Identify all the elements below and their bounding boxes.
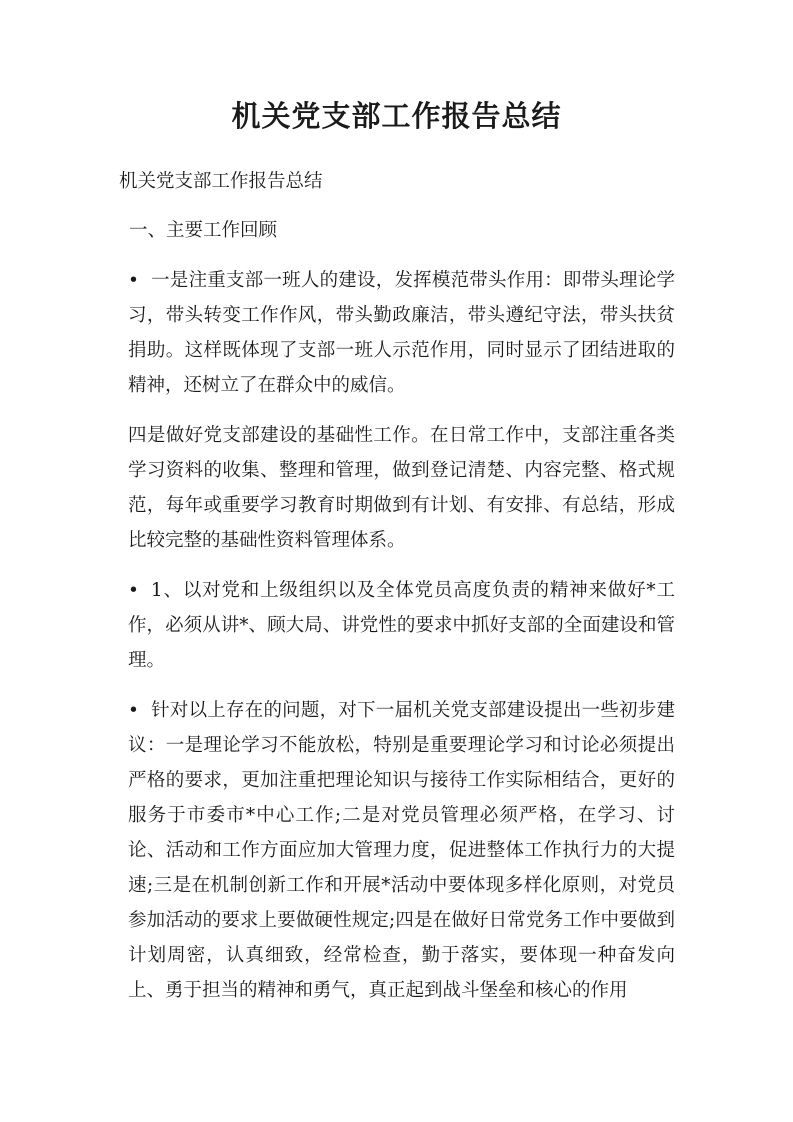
paragraph-4 [119,693,675,1008]
document-body [119,164,675,1023]
document-subtitle: 机关党支部工作报告总结 [119,171,323,192]
bullet-icon: • [128,700,139,721]
bullet-icon: • [128,580,139,601]
paragraph-text: 四是做好党支部建设的基础性工作。在日常工作中，支部注重各类学习资料的收集、整理和管理，做到登记清楚、内容完整、格式规范，每年或重要学习教育时期做到有计划、有安排、有总结，形成比较完整的基础性资料管理体系。 [128,425,675,551]
paragraph-text: 1、以对党和上级组织以及全体党员高度负责的精神来做好*工作，必须从讲*、顾大局、讲党性的要求中抓好支部的全面建设和管理。 [128,580,675,671]
paragraph-text: 一是注重支部一班人的建设，发挥模范带头作用：即带头理论学习，带头转变工作作风，带头勤政廉洁，带头遵纪守法，带头扶贫捐助。这样既体现了支部一班人示范作用，同时显示了团结进取的精神，还树立了在群众中的威信。 [128,270,675,396]
bullet-icon: • [128,270,139,291]
paragraph-2 [119,418,675,558]
section-heading: 一、主要工作回顾 [129,220,278,241]
paragraph-1 [119,263,675,403]
paragraph-text: 针对以上存在的问题，对下一届机关党支部建设提出一些初步建议：一是理论学习不能放松，特别是重要理论学习和讨论必须提出严格的要求，更加注重把理论知识与接待工作实际相结合，更好的服务于市委市*中心工作;二是对党员管理必须严格，在学习、讨论、活动和工作方面应加大管理力度，促进整体工作执行力的大提速;三是在机制创新工作和开展*活动中要体现多样化原则，对党员参加活动的要求上要做硬性规定;四是在做好日常党务工作中要做到计划周密，认真细致，经常检查，勤于落实，要体现一种奋发向上、勇于担当的精神和勇气，真正起到战斗堡垒和核心的作用 [128,700,675,1001]
document-title: 机关党支部工作报告总结 [231,99,562,133]
paragraph-3 [119,573,675,678]
